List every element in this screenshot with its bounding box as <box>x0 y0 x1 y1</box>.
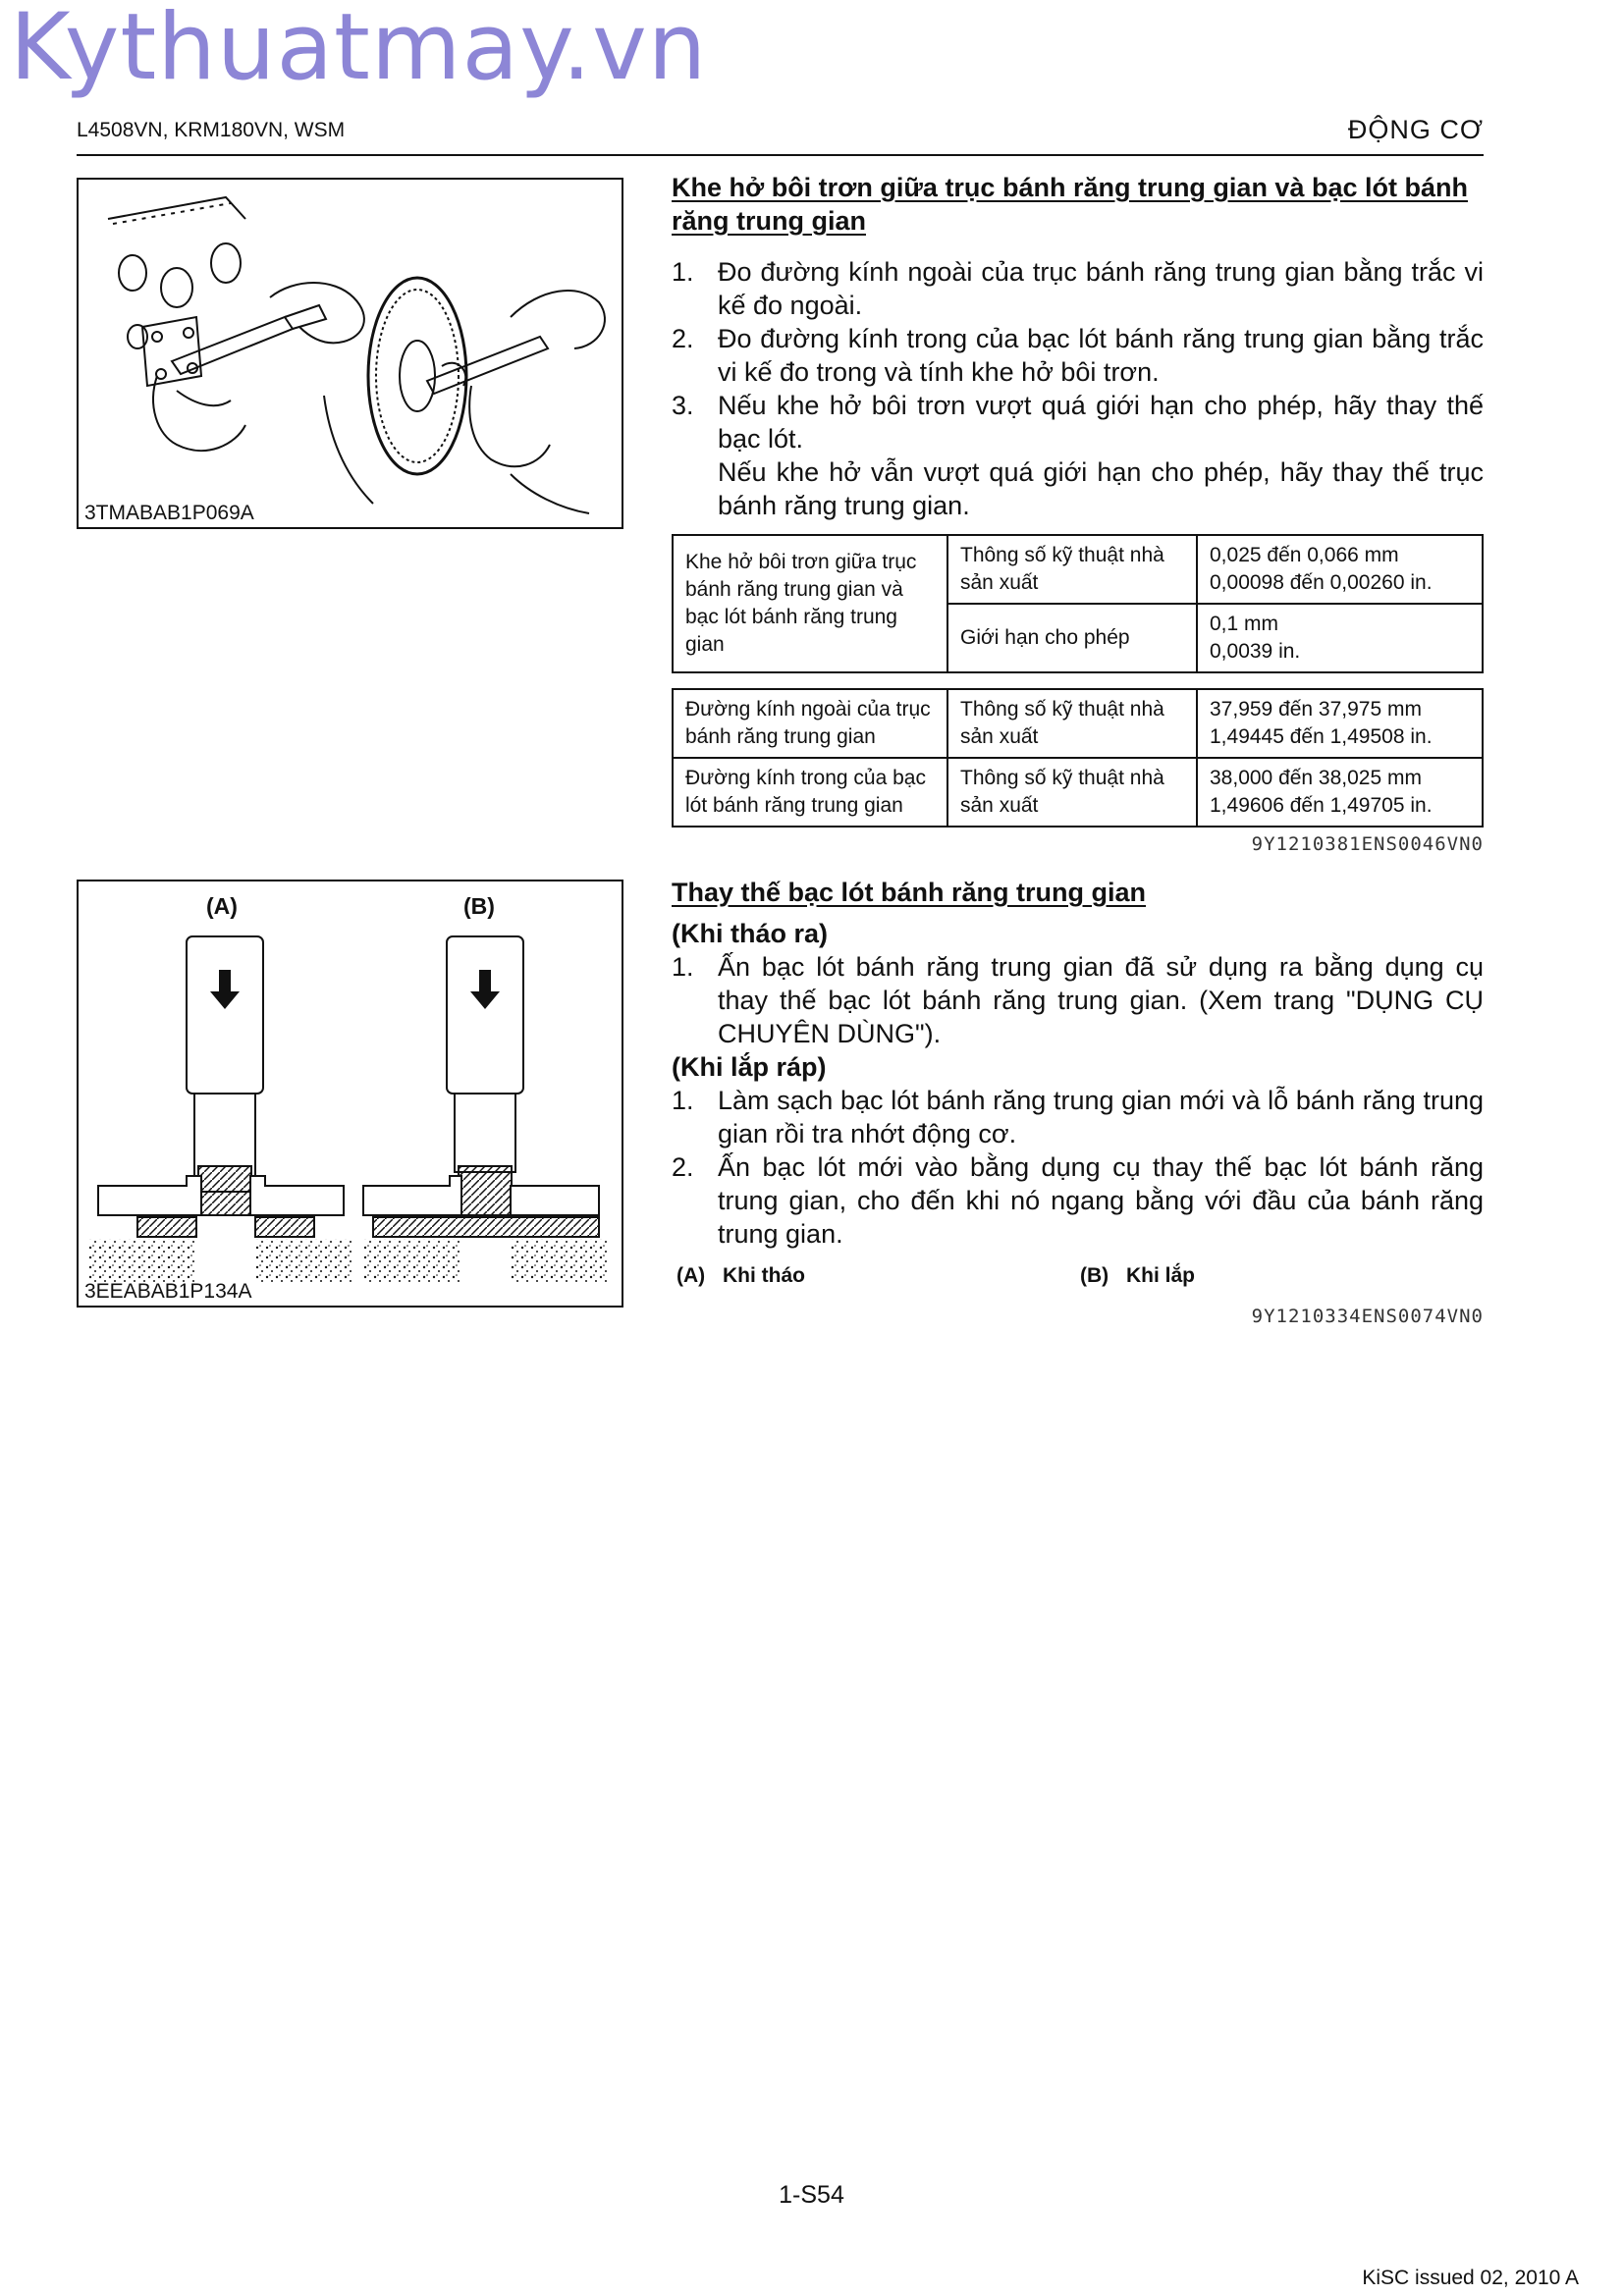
section-bushing-replace <box>672 876 1484 1327</box>
figure-code: 3EEABAB1P134A <box>84 1280 252 1303</box>
step-list <box>672 255 1484 522</box>
table-cell: Khe hở bôi trơn giữa trục bánh răng trung gian và bạc lót bánh răng trung gian <box>673 535 947 672</box>
micrometer-illustration <box>79 180 622 527</box>
legend-key-a: (A) <box>676 1264 706 1287</box>
label-b: (B) <box>463 893 495 919</box>
watermark: Kythuatmay.vn <box>10 0 708 101</box>
section-clearance <box>672 171 1484 855</box>
figure-code: 3TMABAB1P069A <box>84 502 254 524</box>
table-cell: 0,1 mm 0,0039 in. <box>1197 604 1483 672</box>
legend-text-b: Khi lắp <box>1126 1264 1196 1287</box>
table-cell: Giới hạn cho phép <box>947 604 1197 672</box>
table-cell: Thông số kỹ thuật nhà sản xuất <box>947 758 1197 827</box>
table-cell: 0,025 đến 0,066 mm 0,00098 đến 0,00260 in. <box>1197 535 1483 604</box>
subheading-installation: (Khi lắp ráp) <box>672 1052 827 1082</box>
figure-legend <box>672 1264 1484 1300</box>
table-cell: 37,959 đến 37,975 mm 1,49445 đến 1,49508 in. <box>1197 689 1483 758</box>
section-title: Khe hở bôi trơn giữa trục bánh răng trung gian và bạc lót bánh răng trung gian <box>672 173 1468 236</box>
table-cell: Thông số kỹ thuật nhà sản xuất <box>947 535 1197 604</box>
bushing-press-illustration <box>79 881 622 1306</box>
issued-note: KiSC issued 02, 2010 A <box>1362 2267 1579 2289</box>
figure-bushing-press <box>77 880 623 1308</box>
table-cell: Thông số kỹ thuật nhà sản xuất <box>947 689 1197 758</box>
list-item: 2. Ấn bạc lót mới vào bằng dụng cụ thay thế bạc lót bánh răng trung gian, cho đến khi nó ngang bằng với đầu của bánh răng trung gian. <box>672 1152 1484 1249</box>
label-a: (A) <box>206 893 238 919</box>
page-number: 1-S54 <box>779 2181 844 2209</box>
list-item: 1. Đo đường kính ngoài của trục bánh răng trung gian bằng trắc vi kế đo ngoài. <box>672 257 1484 320</box>
doc-id: 9Y1210334ENS0074VN0 <box>1251 1306 1484 1327</box>
table-cell: 38,000 đến 38,025 mm 1,49606 đến 1,49705 in. <box>1197 758 1483 827</box>
table-cell: Đường kính trong của bạc lót bánh răng trung gian <box>673 758 947 827</box>
list-item: 1. Ấn bạc lót bánh răng trung gian đã sử dụng ra bằng dụng cụ thay thế bạc lót bánh răng trung gian. (Xem trang "DỤNG CỤ CHUYÊN DÙNG"). <box>672 952 1484 1048</box>
step-list <box>672 950 1484 1050</box>
list-item: 1. Làm sạch bạc lót bánh răng trung gian mới và lỗ bánh răng trung gian rồi tra nhớt động cơ. <box>672 1086 1484 1148</box>
doc-id: 9Y1210381ENS0046VN0 <box>1251 833 1484 855</box>
list-item: 2. Đo đường kính trong của bạc lót bánh răng trung gian bằng trắc vi kế đo trong và tính khe hở bôi trơn. <box>672 324 1484 387</box>
subheading-removal: (Khi tháo ra) <box>672 919 828 948</box>
header-manual-code: L4508VN, KRM180VN, WSM <box>77 119 346 141</box>
figure-micrometer-measure <box>77 178 623 529</box>
section-title: Thay thế bạc lót bánh răng trung gian <box>672 878 1147 907</box>
header-section: ĐỘNG CƠ <box>1347 115 1484 144</box>
list-item: 3. Nếu khe hở bôi trơn vượt quá giới hạn cho phép, hãy thay thế bạc lót. Nếu khe hở vẫn vượt quá giới hạn cho phép, hãy thay thế trục bánh răng trung gian. <box>672 391 1484 520</box>
table-cell: Đường kính ngoài của trục bánh răng trung gian <box>673 689 947 758</box>
legend-key-b: (B) <box>1080 1264 1109 1287</box>
legend-text-a: Khi tháo <box>723 1264 805 1287</box>
step-list <box>672 1084 1484 1251</box>
spec-table-diameters <box>672 688 1484 828</box>
header-rule <box>77 154 1484 156</box>
spec-table-clearance <box>672 534 1484 673</box>
